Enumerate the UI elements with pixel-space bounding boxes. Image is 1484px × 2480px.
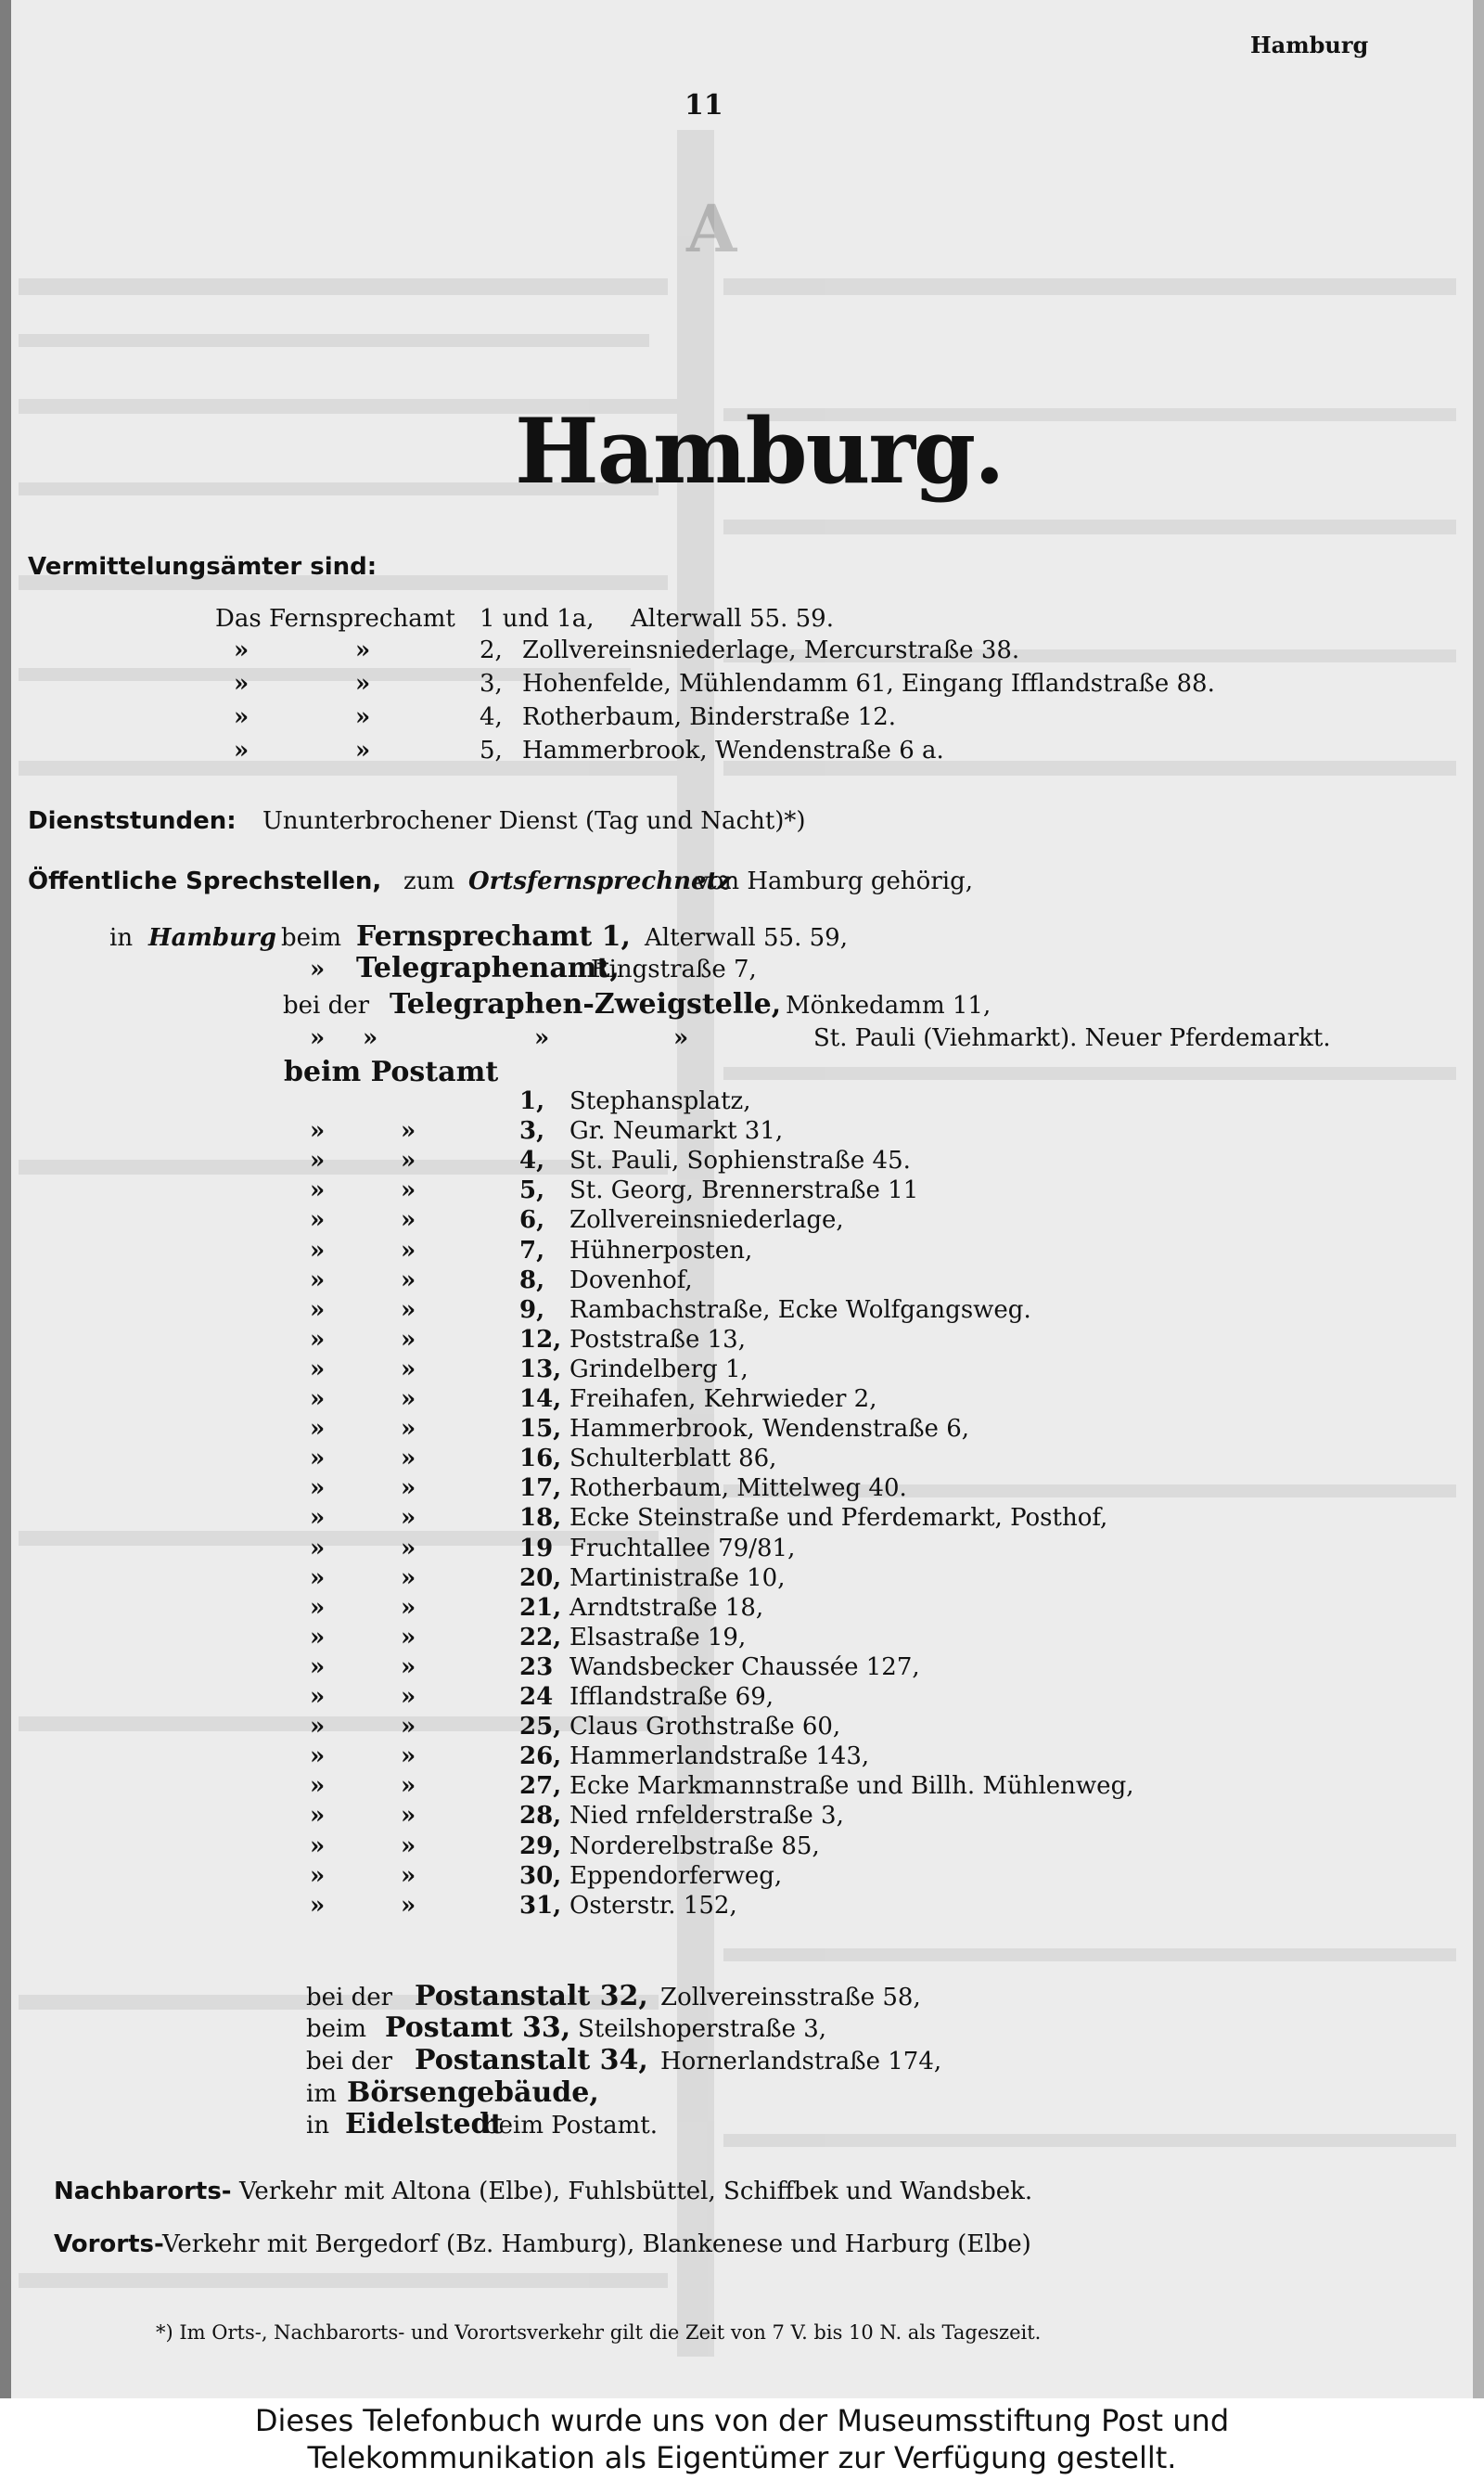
ditto-mark: »: [310, 1445, 326, 1472]
postamt-label: beim Postamt: [284, 1056, 499, 1088]
ditto-mark: »: [310, 1237, 326, 1265]
postamt-address: Wandsbecker Chaussée 127,: [569, 1653, 920, 1681]
vermittelung-addr-2: Zollvereinsniederlage, Mercurstraße 38.: [522, 636, 1020, 664]
postamt-number: 25,: [519, 1713, 562, 1741]
ditto-mark: »: [310, 1594, 326, 1622]
ditto-mark: »: [310, 1802, 326, 1830]
ditto-mark: »: [401, 1296, 416, 1324]
ditto-mark: »: [401, 1535, 416, 1562]
ditto-mark: »: [401, 1504, 416, 1532]
ditto-mark: »: [234, 670, 249, 698]
postamt-number: 5,: [519, 1176, 545, 1204]
ditto-mark: »: [310, 1266, 326, 1294]
ditto-mark: »: [401, 1206, 416, 1234]
post34-addr: Hornerlandstraße 174,: [660, 2048, 942, 2075]
boerse-pre: im: [306, 2080, 337, 2108]
ditto-mark: »: [401, 1683, 416, 1711]
ditto-mark: »: [310, 1713, 326, 1741]
postamt-number: 4,: [519, 1147, 545, 1175]
ghost-letter: A: [686, 190, 737, 267]
in-label: in: [109, 924, 134, 952]
ditto-mark: »: [355, 737, 371, 765]
vermittelung-label: Vermittelungsämter sind:: [28, 553, 377, 581]
nachbar-text: Verkehr mit Altona (Elbe), Fuhlsbüttel, Schiffbek und Wandsbek.: [239, 2178, 1033, 2205]
ditto-mark: »: [310, 1772, 326, 1800]
ditto-mark: »: [534, 1024, 550, 1052]
postamt-number: 9,: [519, 1296, 545, 1324]
ditto-mark: »: [310, 1206, 326, 1234]
ditto-mark: »: [401, 1176, 416, 1204]
postamt-address: Rambachstraße, Ecke Wolfgangsweg.: [569, 1296, 1031, 1324]
postamt-address: Zollvereinsniederlage,: [569, 1206, 844, 1234]
zweigstelle-addr: Mönkedamm 11,: [786, 992, 991, 1020]
postamt-address: Eppendorferweg,: [569, 1862, 783, 1890]
dienst-label: Dienststunden:: [28, 807, 237, 835]
ditto-mark: »: [401, 1266, 416, 1294]
ditto-mark: »: [310, 1326, 326, 1354]
telegraphenamt-name: Telegraphenamt,: [356, 952, 620, 984]
ditto-mark: »: [310, 1862, 326, 1890]
postamt-address: Hammerbrook, Wendenstraße 6,: [569, 1415, 970, 1443]
postamt-address: Elsastraße 19,: [569, 1624, 747, 1651]
postamt-address: Stephansplatz,: [569, 1087, 751, 1115]
vororts-text: Verkehr mit Bergedorf (Bz. Hamburg), Blankenese und Harburg (Elbe): [162, 2230, 1031, 2258]
postamt-address: Ifflandstraße 69,: [569, 1683, 774, 1711]
postamt-address: Hammerlandstraße 143,: [569, 1742, 870, 1770]
postamt-address: Nied rnfelderstraße 3,: [569, 1802, 844, 1830]
boerse-name: Börsengebäude,: [347, 2076, 599, 2109]
ditto-mark: »: [355, 636, 371, 664]
eidelstedt-post: beim Postamt.: [483, 2112, 659, 2139]
postamt-number: 29,: [519, 1832, 562, 1860]
ditto-mark: »: [310, 1415, 326, 1443]
ditto-mark: »: [401, 1564, 416, 1592]
attribution-line-1: Dieses Telefonbuch wurde uns von der Museumsstiftung Post und: [254, 2403, 1230, 2438]
postamt-address: Fruchtallee 79/81,: [569, 1535, 796, 1562]
ditto-mark: »: [401, 1147, 416, 1175]
postamt-number: 7,: [519, 1237, 545, 1265]
sprech-post: von Hamburg gehörig,: [696, 867, 973, 895]
postamt-address: Ecke Markmannstraße und Billh. Mühlenweg,: [569, 1772, 1134, 1800]
postamt-number: 15,: [519, 1415, 562, 1443]
ditto-mark: »: [310, 1624, 326, 1651]
ditto-mark: »: [310, 1892, 326, 1920]
vermittelung-addr-3: Hohenfelde, Mühlendamm 61, Eingang Ifflandstraße 88.: [522, 670, 1215, 698]
post32-addr: Zollvereinsstraße 58,: [660, 1984, 921, 2011]
sprech-net: Ortsfernsprechnetz: [468, 867, 732, 895]
ditto-mark: »: [401, 1832, 416, 1860]
postamt-number: 3,: [519, 1117, 545, 1145]
postamt-address: Arndtstraße 18,: [569, 1594, 764, 1622]
beim-label: beim: [281, 924, 341, 952]
postamt-address: St. Pauli, Sophienstraße 45.: [569, 1147, 911, 1175]
postamt-number: 20,: [519, 1564, 562, 1592]
ditto-mark: »: [355, 670, 371, 698]
ditto-mark: »: [401, 1713, 416, 1741]
post33-pre: beim: [306, 2015, 366, 2043]
page-title: Hamburg.: [515, 399, 1004, 504]
postamt-address: Dovenhof,: [569, 1266, 693, 1294]
postamt-number: 1,: [519, 1087, 545, 1115]
postamt-number: 30,: [519, 1862, 562, 1890]
ditto-mark: »: [401, 1862, 416, 1890]
eidelstedt-name: Eidelstedt: [345, 2108, 504, 2140]
vermittelung-num-3: 3,: [480, 670, 503, 698]
vermittelung-num-1: 1 und 1a,: [480, 605, 595, 633]
postamt-number: 14,: [519, 1385, 562, 1413]
zweigstelle-name: Telegraphen-Zweigstelle,: [390, 988, 782, 1021]
ditto-mark: »: [401, 1237, 416, 1265]
vermittelung-prefix: Das Fernsprechamt: [215, 605, 455, 633]
ditto-mark: »: [310, 1683, 326, 1711]
post32-pre: bei der: [306, 1984, 393, 2011]
ditto-mark: »: [363, 1024, 378, 1052]
ditto-mark: »: [234, 636, 249, 664]
ditto-mark: »: [310, 1535, 326, 1562]
postamt-number: 6,: [519, 1206, 545, 1234]
ditto-mark: »: [310, 956, 326, 983]
vororts-label: Vororts-: [54, 2230, 164, 2258]
postamt-number: 8,: [519, 1266, 545, 1294]
vermittelung-addr-5: Hammerbrook, Wendenstraße 6 a.: [522, 737, 944, 765]
ditto-mark: »: [310, 1385, 326, 1413]
ditto-mark: »: [310, 1832, 326, 1860]
fernsprechamt-name: Fernsprechamt 1,: [356, 920, 632, 953]
city-name: Hamburg: [148, 924, 276, 952]
eidelstedt-pre: in: [306, 2112, 330, 2139]
zweigstelle-addr-2: St. Pauli (Viehmarkt). Neuer Pferdemarkt.: [813, 1024, 1331, 1052]
vermittelung-addr-4: Rotherbaum, Binderstraße 12.: [522, 703, 897, 731]
dienst-text: Ununterbrochener Dienst (Tag und Nacht)*): [262, 807, 806, 835]
ditto-mark: »: [401, 1892, 416, 1920]
postamt-number: 16,: [519, 1445, 562, 1472]
postamt-number: 17,: [519, 1474, 562, 1502]
vermittelung-addr-1: Alterwall 55. 59.: [631, 605, 834, 633]
vermittelung-num-4: 4,: [480, 703, 503, 731]
ditto-mark: »: [310, 1564, 326, 1592]
vermittelung-num-5: 5,: [480, 737, 503, 765]
postamt-number: 18,: [519, 1504, 562, 1532]
nachbar-label: Nachbarorts-: [54, 2178, 232, 2205]
postamt-number: 12,: [519, 1326, 562, 1354]
ditto-mark: »: [401, 1474, 416, 1502]
postamt-address: Rotherbaum, Mittelweg 40.: [569, 1474, 907, 1502]
postamt-number: 13,: [519, 1356, 562, 1383]
page-number: 11: [684, 89, 723, 122]
ditto-mark: »: [310, 1504, 326, 1532]
postamt-address: Grindelberg 1,: [569, 1356, 748, 1383]
postamt-address: Martinistraße 10,: [569, 1564, 786, 1592]
postamt-number: 26,: [519, 1742, 562, 1770]
footnote: *) Im Orts-, Nachbarorts- und Vorortsverkehr gilt die Zeit von 7 V. bis 10 N. als Tageszeit.: [156, 2321, 1042, 2344]
ditto-mark: »: [401, 1802, 416, 1830]
postamt-address: Poststraße 13,: [569, 1326, 746, 1354]
ditto-mark: »: [310, 1117, 326, 1145]
post33-addr: Steilshoperstraße 3,: [578, 2015, 827, 2043]
postamt-address: St. Georg, Brennerstraße 11: [569, 1176, 919, 1204]
postamt-address: Osterstr. 152,: [569, 1892, 737, 1920]
archive-attribution: [0, 2398, 1484, 2480]
post34-name: Postanstalt 34,: [415, 2044, 648, 2076]
post32-name: Postanstalt 32,: [415, 1980, 648, 2012]
zweig-pre: bei der: [283, 992, 370, 1020]
sprech-label: Öffentliche Sprechstellen,: [28, 867, 382, 895]
ditto-mark: »: [401, 1653, 416, 1681]
ditto-mark: »: [401, 1326, 416, 1354]
ditto-mark: »: [310, 1147, 326, 1175]
vermittelung-num-2: 2,: [480, 636, 503, 664]
ditto-mark: »: [401, 1772, 416, 1800]
ditto-mark: »: [401, 1117, 416, 1145]
postamt-number: 31,: [519, 1892, 562, 1920]
postamt-address: Gr. Neumarkt 31,: [569, 1117, 784, 1145]
ditto-mark: »: [401, 1385, 416, 1413]
ditto-mark: »: [310, 1474, 326, 1502]
ditto-mark: »: [401, 1445, 416, 1472]
fernsprechamt-addr: Alterwall 55. 59,: [645, 924, 848, 952]
postamt-number: 27,: [519, 1772, 562, 1800]
running-header: Hamburg: [1250, 32, 1369, 58]
postamt-number: 21,: [519, 1594, 562, 1622]
postamt-number: 22,: [519, 1624, 562, 1651]
postamt-number: 24: [519, 1683, 554, 1711]
ditto-mark: »: [401, 1624, 416, 1651]
post34-pre: bei der: [306, 2048, 393, 2075]
ditto-mark: »: [234, 737, 249, 765]
postamt-address: Ecke Steinstraße und Pferdemarkt, Posthof,: [569, 1504, 1108, 1532]
ditto-mark: »: [234, 703, 249, 731]
ditto-mark: »: [401, 1415, 416, 1443]
postamt-address: Freihafen, Kehrwieder 2,: [569, 1385, 877, 1413]
ditto-mark: »: [310, 1296, 326, 1324]
postamt-address: Schulterblatt 86,: [569, 1445, 777, 1472]
postamt-address: Norderelbstraße 85,: [569, 1832, 820, 1860]
ditto-mark: »: [310, 1024, 326, 1052]
sprech-pre: zum: [403, 867, 455, 895]
ditto-mark: »: [401, 1356, 416, 1383]
attribution-line-2: Telekommunikation als Eigentümer zur Verfügung gestellt.: [307, 2440, 1177, 2475]
postamt-address: Hühnerposten,: [569, 1237, 753, 1265]
ditto-mark: »: [310, 1742, 326, 1770]
ditto-mark: »: [355, 703, 371, 731]
ditto-mark: »: [310, 1356, 326, 1383]
postamt-number: 23: [519, 1653, 554, 1681]
ditto-mark: »: [401, 1594, 416, 1622]
ditto-mark: »: [310, 1653, 326, 1681]
ditto-mark: »: [310, 1176, 326, 1204]
telegraphenamt-addr: Ringstraße 7,: [591, 956, 757, 983]
post33-name: Postamt 33,: [385, 2011, 571, 2044]
ditto-mark: »: [401, 1742, 416, 1770]
postamt-number: 19: [519, 1535, 554, 1562]
ditto-mark: »: [673, 1024, 689, 1052]
postamt-number: 28,: [519, 1802, 562, 1830]
postamt-address: Claus Grothstraße 60,: [569, 1713, 841, 1741]
